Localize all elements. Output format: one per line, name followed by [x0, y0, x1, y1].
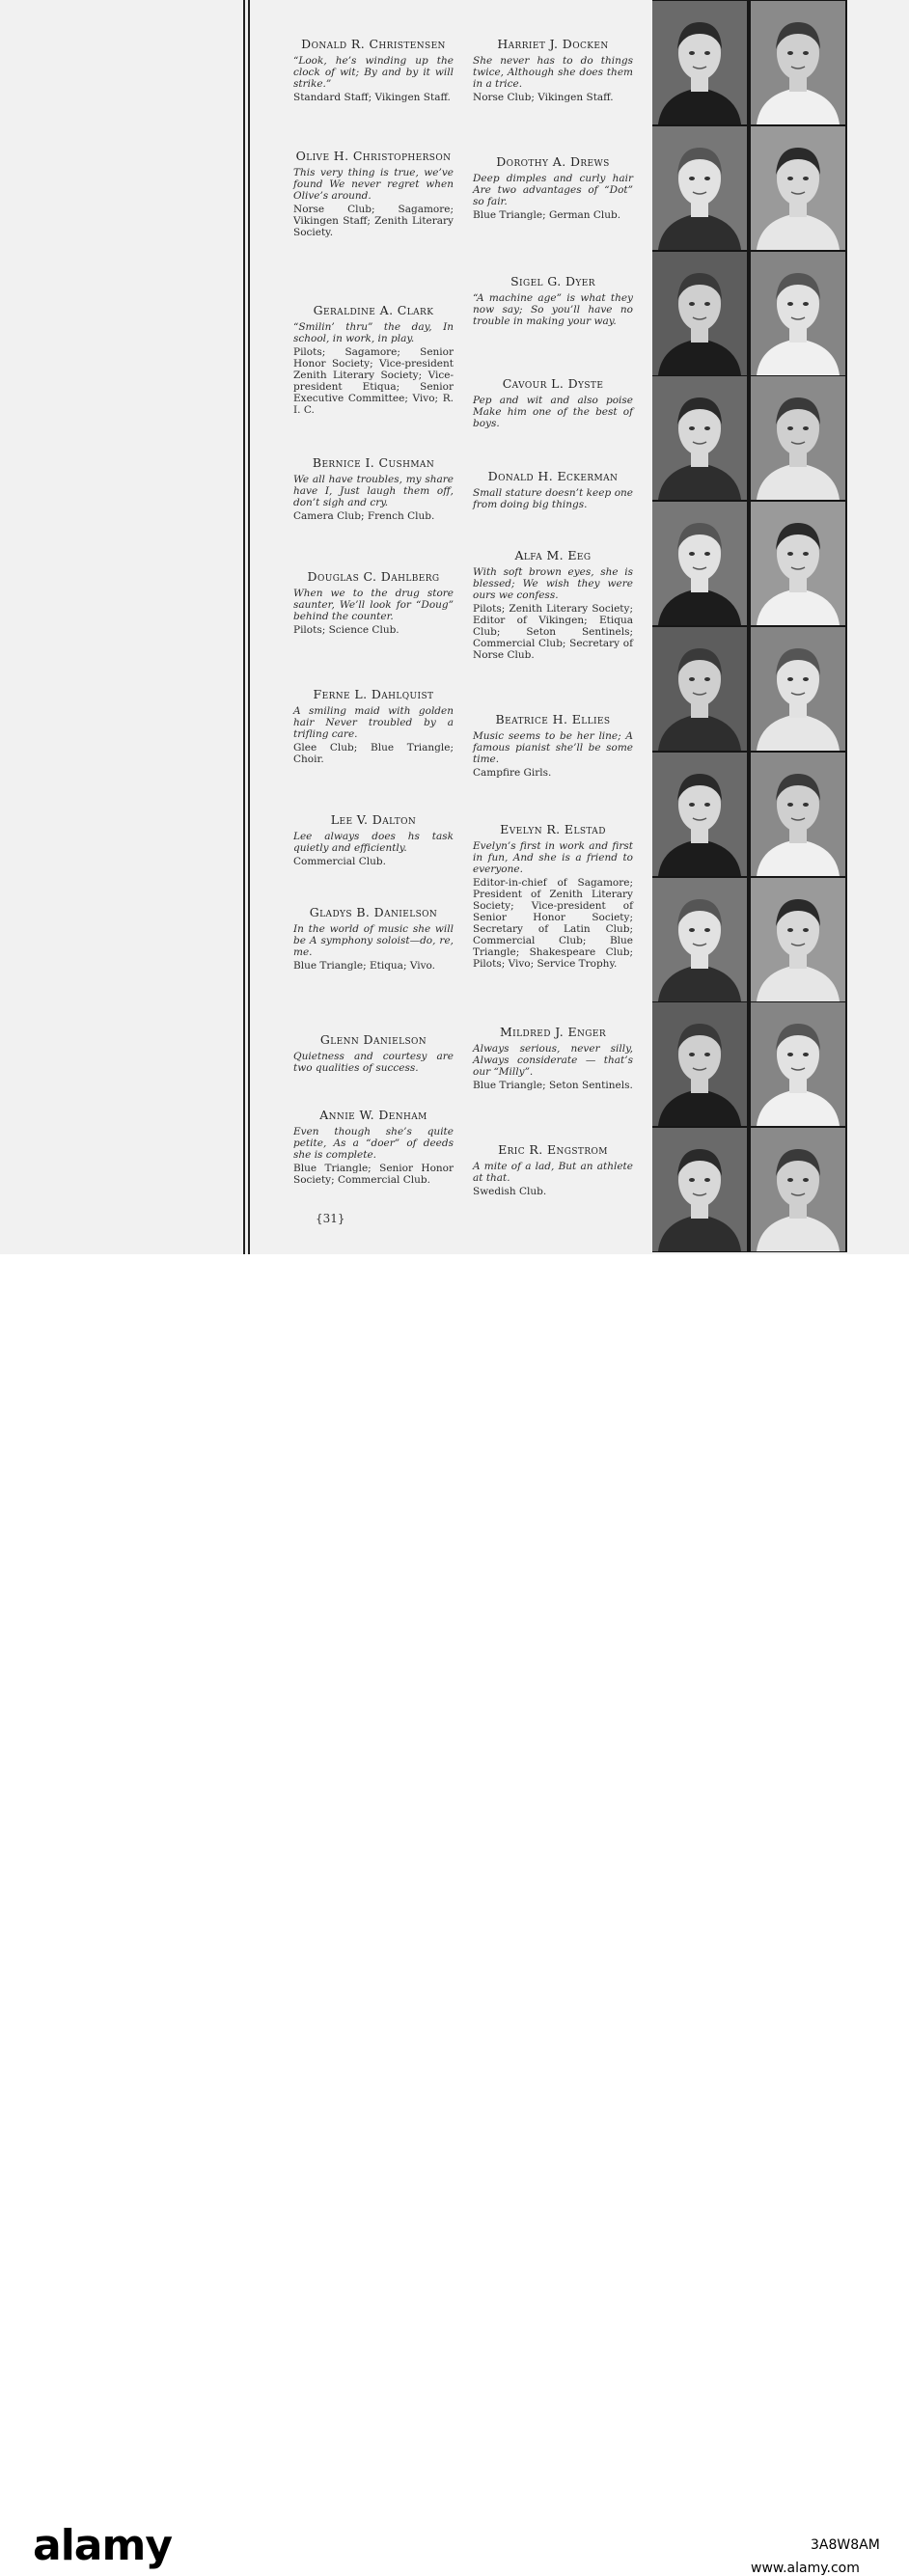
senior-activities: Blue Triangle; Senior Honor Society; Commercial Club.: [293, 1163, 454, 1186]
senior-quote: When we to the drug store saunter, We’ll look for “Doug” behind the counter.: [293, 588, 454, 622]
senior-name: Gladys B. Danielson: [309, 905, 438, 919]
senior-activities: Standard Staff; Vikingen Staff.: [293, 92, 451, 103]
senior-entry: [293, 1034, 454, 1076]
senior-activities: Blue Triangle; Seton Sentinels.: [473, 1080, 633, 1091]
senior-quote: Even though she’s quite petite, As a “doer” of deeds she is complete.: [293, 1126, 454, 1161]
senior-quote: Music seems to be her line; A famous pianist she’ll be some time.: [473, 730, 633, 765]
senior-activities: Campfire Girls.: [473, 767, 552, 779]
senior-name: Glenn Danielson: [319, 1032, 427, 1047]
portrait-photo: [652, 126, 747, 250]
senior-name: Olive H. Christopherson: [295, 149, 452, 163]
senior-quote: “Look, he’s winding up the clock of wit; By and by it will strike.”: [293, 55, 454, 90]
senior-quote: We all have troubles, my share have I, Just laugh them off, don’t sigh and cry.: [293, 474, 454, 508]
senior-activities: Blue Triangle; Etiqua; Vivo.: [293, 960, 435, 972]
senior-quote: “A machine age” is what they now say; So you’ll have no trouble in making your way.: [473, 292, 633, 327]
senior-activities: Commercial Club.: [293, 856, 386, 867]
senior-name: Douglas C. Dahlberg: [307, 569, 440, 584]
senior-name: Bernice I. Cushman: [312, 455, 435, 470]
senior-quote: Quietness and courtesy are two qualities of success.: [293, 1051, 454, 1074]
senior-quote: Pep and wit and also poise Make him one of the best of boys.: [473, 395, 633, 429]
senior-name: Sigel G. Dyer: [510, 274, 595, 288]
senior-quote: Always serious, never silly, Always considerate — that’s our “Milly”.: [473, 1043, 633, 1078]
senior-name: Beatrice H. Ellies: [495, 712, 611, 726]
senior-entry: [473, 714, 633, 779]
portrait-photo: [652, 376, 747, 500]
page-border-line: [248, 0, 250, 1254]
senior-quote: Deep dimples and curly hair Are two advantages of “Dot” so fair.: [473, 173, 633, 207]
senior-quote: Evelyn’s first in work and first in fun, And she is a friend to everyone.: [473, 840, 633, 875]
portrait-photo: [751, 126, 845, 250]
senior-activities: Pilots; Zenith Literary Society; Editor of Vikingen; Etiqua Club; Seton Sentinels; Commercial Club; Secretary of Norse Club.: [473, 603, 633, 661]
portrait-photo: [652, 1128, 747, 1251]
senior-name: Lee V. Dalton: [330, 812, 417, 827]
portrait-strip: [652, 0, 847, 1252]
portrait-photo: [652, 502, 747, 625]
senior-name: Dorothy A. Drews: [496, 154, 610, 169]
senior-activities: Glee Club; Blue Triangle; Choir.: [293, 742, 454, 765]
page-border-line: [243, 0, 245, 1254]
senior-quote: “Smilin’ thru” the day, In school, in work, in play.: [293, 321, 454, 344]
portrait-photo: [652, 753, 747, 876]
alamy-logo: alamy: [33, 2521, 172, 2570]
portrait-photo: [751, 1128, 845, 1251]
senior-activities: Norse Club; Sagamore; Vikingen Staff; Zenith Literary Society.: [293, 204, 454, 238]
senior-name: Donald H. Eckerman: [487, 469, 619, 483]
page-number: {31}: [316, 1212, 345, 1225]
yearbook-page: [0, 0, 909, 1254]
senior-activities: Editor-in-chief of Sagamore; President of Zenith Literary Society; Vice-president of Senior Honor Society; Secretary of Latin Club; Commercial Club; Blue Triangle; Shakespeare Club; Pilots; Vivo; Service Trophy.: [473, 877, 633, 970]
senior-activities: Norse Club; Vikingen Staff.: [473, 92, 614, 103]
senior-name: Geraldine A. Clark: [313, 303, 434, 317]
portrait-photo: [652, 1, 747, 124]
portrait-photo: [751, 753, 845, 876]
senior-entry: [473, 276, 633, 329]
senior-quote: In the world of music she will be A symphony soloist—do, re, me.: [293, 923, 454, 958]
senior-entry: [293, 305, 454, 416]
portrait-photo: [751, 878, 845, 1001]
senior-entry: [473, 1027, 633, 1091]
senior-name: Alfa M. Eeg: [514, 548, 592, 562]
senior-name: Evelyn R. Elstad: [500, 822, 606, 836]
image-id: 3A8W8AM: [811, 2537, 880, 2553]
senior-entry: [473, 1144, 633, 1197]
senior-activities: Camera Club; French Club.: [293, 510, 435, 522]
senior-name: Donald R. Christensen: [301, 37, 446, 51]
senior-entry: [473, 378, 633, 431]
senior-quote: Small stature doesn’t keep one from doing big things.: [473, 487, 633, 510]
portrait-photo: [751, 1002, 845, 1126]
senior-entry: [293, 689, 454, 765]
portrait-photo: [751, 252, 845, 375]
portrait-photo: [652, 878, 747, 1001]
footer-url: www.alamy.com: [751, 2561, 860, 2576]
portrait-photo: [652, 627, 747, 751]
senior-quote: A smiling maid with golden hair Never troubled by a trifling care.: [293, 705, 454, 740]
senior-quote: A mite of a lad, But an athlete at that.: [473, 1161, 633, 1184]
portrait-photo: [751, 627, 845, 751]
senior-entry: [473, 550, 633, 661]
portrait-photo: [652, 1002, 747, 1126]
senior-entry: [293, 457, 454, 522]
senior-entry: [473, 156, 633, 221]
watermark-footer: [0, 1254, 909, 2576]
senior-quote: Lee always does hs task quietly and efficiently.: [293, 831, 454, 854]
senior-entry: [473, 39, 633, 103]
senior-name: Harriet J. Docken: [497, 37, 609, 51]
senior-entry: [293, 151, 454, 238]
senior-activities: Blue Triangle; German Club.: [473, 209, 621, 221]
senior-name: Eric R. Engstrom: [498, 1142, 608, 1157]
senior-entry: [293, 814, 454, 867]
senior-name: Mildred J. Enger: [499, 1025, 606, 1039]
senior-activities: Swedish Club.: [473, 1186, 547, 1197]
portrait-photo: [751, 376, 845, 500]
senior-entry: [293, 1110, 454, 1186]
portrait-photo: [751, 1, 845, 124]
senior-entry: [293, 39, 454, 103]
portrait-photo: [751, 502, 845, 625]
senior-entry: [473, 471, 633, 512]
senior-quote: She never has to do things twice, Although she does them in a trice.: [473, 55, 633, 90]
senior-entry: [473, 824, 633, 970]
senior-name: Cavour L. Dyste: [502, 376, 604, 391]
senior-entry: [293, 571, 454, 636]
senior-name: Ferne L. Dahlquist: [313, 687, 434, 701]
senior-quote: This very thing is true, we’ve found We never regret when Olive’s around.: [293, 167, 454, 202]
senior-name: Annie W. Denham: [319, 1108, 427, 1122]
senior-activities: Pilots; Sagamore; Senior Honor Society; Vice-president Zenith Literary Society; Vice-president Etiqua; Senior Executive Committee; Vivo; R. I. C.: [293, 346, 454, 416]
senior-entry: [293, 907, 454, 972]
portrait-photo: [652, 252, 747, 375]
senior-quote: With soft brown eyes, she is blessed; We wish they were ours we confess.: [473, 566, 633, 601]
senior-activities: Pilots; Science Club.: [293, 624, 399, 636]
